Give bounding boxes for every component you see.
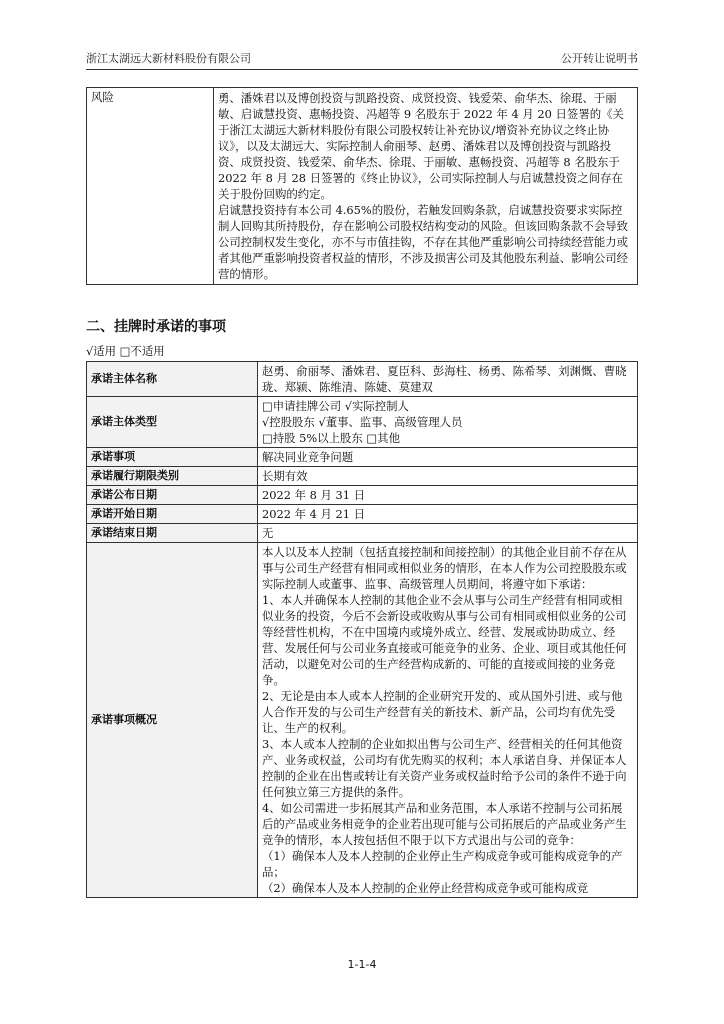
overview-paragraph-7: （2）确保本人及本人控制的企业停止经营构成竞争或可能构成竞	[262, 881, 589, 895]
subject-type-line-2: √控股股东 √董事、监事、高级管理人员	[262, 415, 463, 429]
table-row	[87, 543, 638, 898]
matter-value: 解决同业竞争问题	[258, 448, 638, 467]
end-date-label: 承诺结束日期	[87, 524, 258, 543]
page-number: 1-1-4	[347, 958, 377, 971]
table-row	[87, 467, 638, 486]
overview-paragraph-1: 本人以及本人控制（包括直接控制和间接控制）的其他企业目前不存在从事与公司生产经营有相同或相似业务的情形，在本人作为公司控股股东或实际控制人或董事、监事、高级管理人员期间，将遵守如下承诺：	[262, 545, 627, 591]
subject-type-label: 承诺主体类型	[87, 397, 258, 448]
subject-name-value: 赵勇、俞丽琴、潘姝君、夏臣科、彭海柱、杨勇、陈希琴、刘渊慨、曹晓珑、郑颍、陈维清、陈婕、莫建双	[258, 362, 638, 397]
company-name: 浙江太湖远大新材料股份有限公司	[86, 52, 251, 65]
matter-label: 承诺事项	[87, 448, 258, 467]
page-header	[86, 52, 638, 70]
start-date-label: 承诺开始日期	[87, 505, 258, 524]
overview-paragraph-4: 3、本人或本人控制的企业如拟出售与公司生产、经营相关的任何其他资产、业务或权益，公司均有优先购买的权利；本人承诺自身、并保证本人控制的企业在出售或转让有关资产业务或权益时给予公司的条件不逊于向任何独立第三方提供的条件。	[262, 737, 627, 799]
overview-paragraph-3: 2、无论是由本人或本人控制的企业研究开发的、或从国外引进、或与他人合作开发的与公司生产经营有关的新技术、新产品，公司均有优先受让、生产的权利。	[262, 689, 623, 735]
risk-table	[86, 87, 638, 285]
publish-date-label: 承诺公布日期	[87, 486, 258, 505]
subject-type-line-3: □持股 5%以上股东 □其他	[262, 431, 400, 445]
period-type-label: 承诺履行期限类别	[87, 467, 258, 486]
table-row	[87, 486, 638, 505]
publish-date-value: 2022 年 8 月 31 日	[258, 486, 638, 505]
commitment-table	[86, 361, 638, 898]
subject-type-value	[258, 397, 638, 448]
table-row	[87, 524, 638, 543]
table-row	[87, 448, 638, 467]
risk-label: 风险	[87, 88, 214, 285]
end-date-value: 无	[258, 524, 638, 543]
document-type: 公开转让说明书	[561, 52, 638, 65]
risk-content	[214, 88, 638, 285]
period-type-value: 长期有效	[258, 467, 638, 486]
overview-paragraph-2: 1、本人并确保本人控制的其他企业不会从事与公司生产经营有相同或相似业务的投资，今后不会新设或收购从事与公司有相同或相似业务的公司等经营性机构，不在中国境内或境外成立、经营、发展或协助成立、经营、发展任何与公司业务直接或可能竞争的业务、企业、项目或其他任何活动，以避免对公司的生产经营构成新的、可能的直接或间接的业务竞争。	[262, 593, 627, 687]
overview-paragraph-6: （1）确保本人及本人控制的企业停止生产构成竞争或可能构成竞争的产品；	[262, 849, 623, 879]
section-title: 二、挂牌时承诺的事项	[86, 319, 226, 335]
overview-value	[258, 543, 638, 898]
table-row	[87, 397, 638, 448]
table-row	[87, 362, 638, 397]
subject-name-label: 承诺主体名称	[87, 362, 258, 397]
risk-paragraph-2: 启诚慧投资持有本公司 4.65%的股份，若触发回购条款，启诚慧投资要求实际控制人回购其所持股份，存在影响公司股权结构变动的风险。但该回购条款不会导致公司控制权发生变化，亦不与市值挂钩，不存在其他严重影响公司持续经营能力或者其他严重影响投资者权益的情形，不涉及损害公司及其他股东利益、影响公司经营的情形。	[218, 203, 629, 281]
risk-paragraph-1: 勇、潘姝君以及博创投资与凯路投资、成贤投资、钱爱荣、俞华杰、徐琨、于丽敏、启诚慧投资、惠畅投资、冯超等 9 名股东于 2022 年 4 月 20 日签署的《关于浙江太湖远大新材料股份有限公司股权转让补充协议/增资补充协议之终止协议》，以及太湖远大、实际控制人俞丽琴、赵勇、潘姝君以及博创投资与凯路投资、成贤投资、钱爱荣、俞华杰、徐琨、于丽敏、惠畅投资、冯超等 8 名股东于 2022 年 8 月 28 日签署的《终止协议》，公司实际控制人与启诚慧投资之间存在关于股份回购的约定。	[218, 91, 624, 201]
risk-row	[87, 88, 638, 285]
table-row	[87, 505, 638, 524]
overview-label: 承诺事项概况	[87, 543, 258, 898]
subject-type-line-1: □申请挂牌公司 √实际控制人	[262, 399, 409, 413]
overview-paragraph-5: 4、如公司需进一步拓展其产品和业务范围，本人承诺不控制与公司拓展后的产品或业务相竞争的企业若出现可能与公司拓展后的产品或业务产生竞争的情形，本人按包括但不限于以下方式退出与公司的竞争：	[262, 801, 627, 847]
applicable-checkbox-line: √适用 □不适用	[86, 344, 165, 358]
start-date-value: 2022 年 4 月 21 日	[258, 505, 638, 524]
